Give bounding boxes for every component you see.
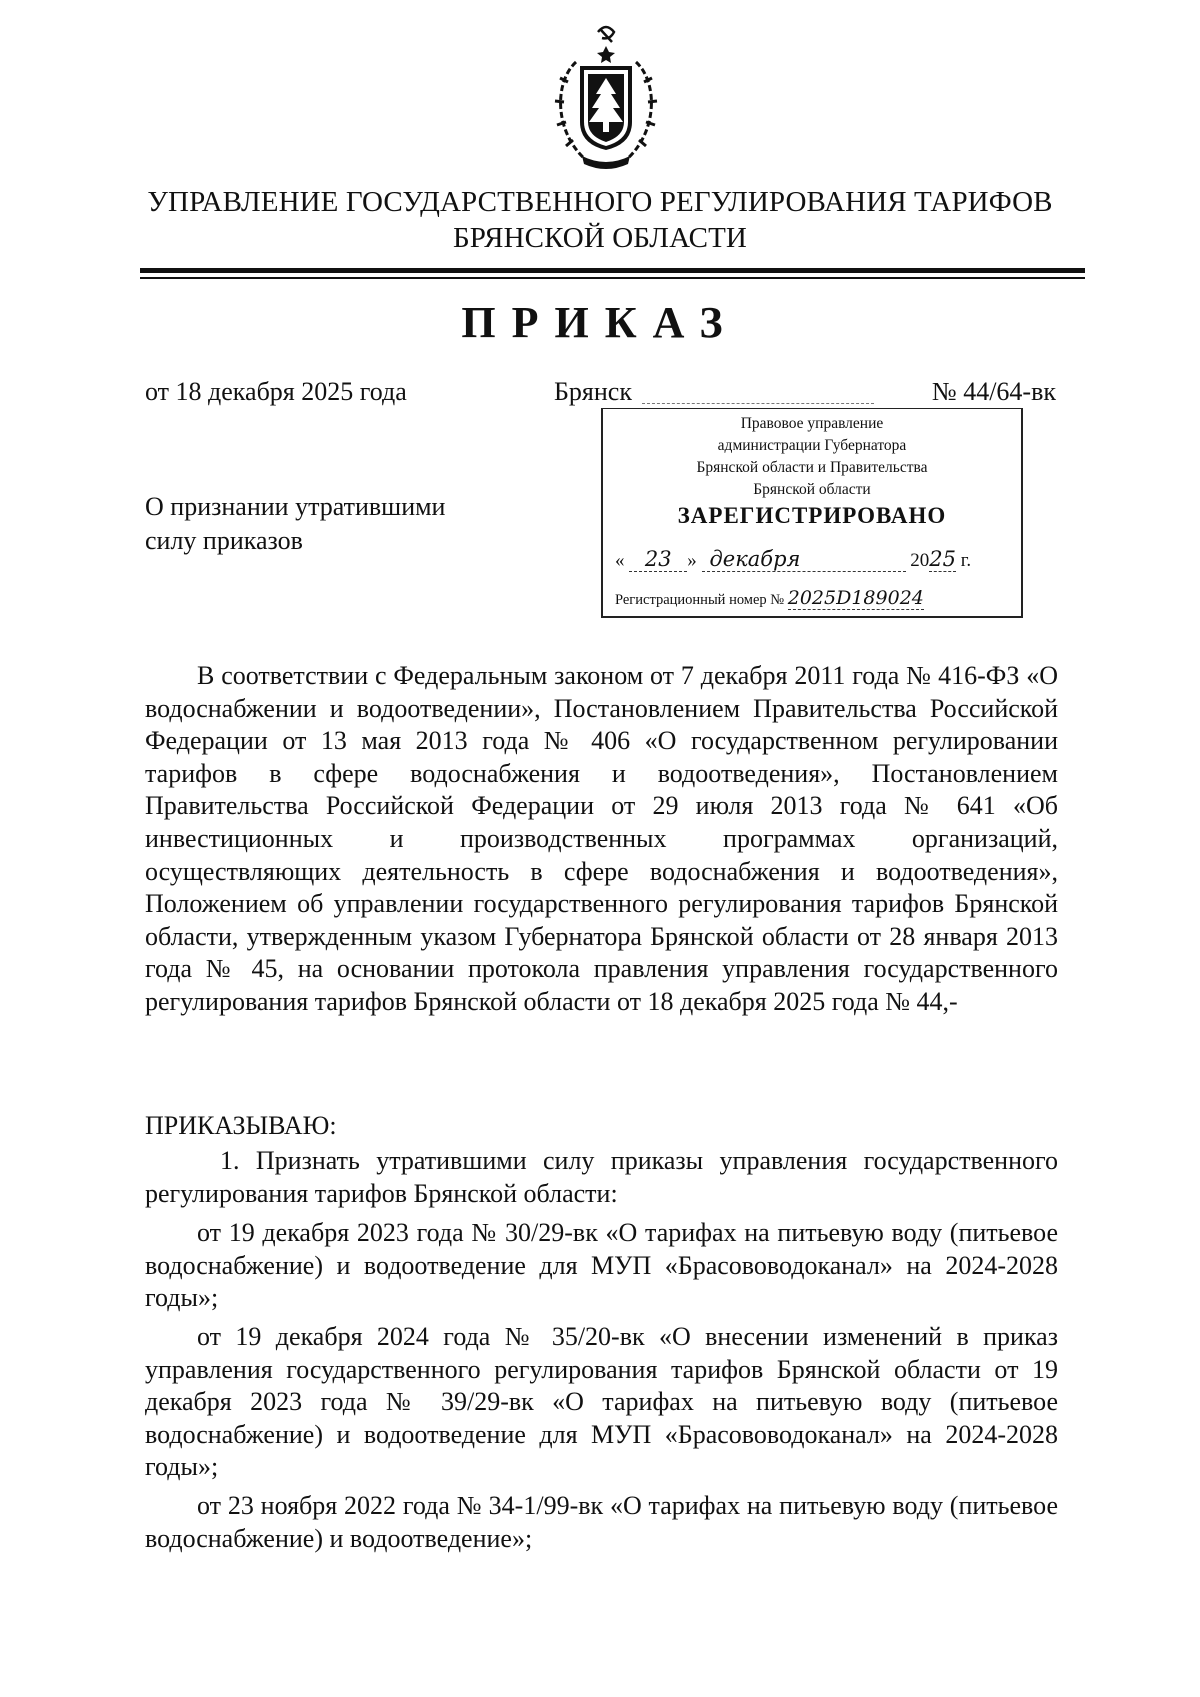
registration-stamp — [601, 408, 1023, 618]
stamp-line-4: Брянской области — [753, 481, 871, 498]
stamp-line-1: Правовое управление — [740, 415, 884, 432]
repealed-order-3: от 23 ноября 2022 года № 34-1/99-вк «О тарифах на питьевую воду (питьевое водоснабжение) и водоотведение»; — [145, 1491, 1058, 1553]
number-underline — [642, 403, 874, 404]
header-divider-thin — [140, 277, 1085, 279]
order-word: ПРИКАЗЫВАЮ: — [145, 1111, 337, 1140]
repealed-order-2: от 19 декабря 2024 года № 35/20-вк «О внесении изменений в приказ управления государственного регулирования тарифов Брянской области от 19 декабря 2023 года № 39/29-вк «О тарифах на питьевую воду (питьевое водоснабжение) и водоотведение для МУП «Брасововодоканал» на 2024-2028 годы»; — [145, 1322, 1058, 1482]
stamp-year: 25 — [929, 547, 956, 571]
stamp-day: 23 — [629, 547, 687, 572]
stamp-registration — [615, 587, 1015, 609]
organization-name — [100, 184, 1100, 256]
stamp-reg-number: 2025D189024 — [787, 587, 924, 609]
stamp-date: « 23 » декабря 2025 г. — [615, 547, 972, 571]
stamp-month: декабря — [702, 547, 906, 572]
stamp-status: ЗАРЕГИСТРИРОВАНО — [677, 503, 947, 528]
subject-line2: силу приказов — [145, 526, 303, 555]
stamp-reg-label: Регистрационный номер № — [615, 592, 785, 608]
order-number: № 44/64-вк — [931, 377, 1056, 406]
repealed-order-1: от 19 декабря 2023 года № 30/29-вк «О тарифах на питьевую воду (питьевое водоснабжение) и водоотведение для МУП «Брасововодоканал» на 2024-2028 годы»; — [145, 1218, 1058, 1313]
organization-name-line1: УПРАВЛЕНИЕ ГОСУДАРСТВЕННОГО РЕГУЛИРОВАНИЯ ТАРИФОВ — [147, 186, 1053, 218]
stamp-line-2: администрации Губернатора — [717, 437, 907, 454]
order-subject — [145, 490, 445, 558]
order-date: от 18 декабря 2025 года — [145, 377, 407, 406]
organization-name-line2: БРЯНСКОЙ ОБЛАСТИ — [453, 222, 747, 254]
preamble-paragraph: В соответствии с Федеральным законом от 7 декабря 2011 года № 416-ФЗ «О водоснабжении и водоотведении», Постановлением Правительства Российской Федерации от 13 мая 2013 года № 406 «О государственном регулировании тарифов в сфере водоснабжения и водоотведения», Постановлением Правительства Российской Федерации от 29 июля 2013 года № 641 «Об инвестиционных и производственных программах организаций, осуществляющих деятельность в сфере водоснабжения и водоотведения», Положением об управлении государственного регулирования тарифов Брянской области, утвержденным указом Губернатора Брянской области от 28 января 2013 года № 45, на основании протокола правления управления государственного регулирования тарифов Брянской области от 18 декабря 2025 года № 44,- — [145, 661, 1058, 1016]
order-city: Брянск — [554, 377, 632, 406]
document-title: ПРИКАЗ — [461, 298, 739, 347]
header-divider-thick — [140, 268, 1085, 273]
subject-line1: О признании утратившими — [145, 492, 446, 521]
order-item-1: 1. Признать утратившими силу приказы управления государственного регулирования тарифов Брянской области: — [145, 1146, 1058, 1208]
bryansk-coat-of-arms-icon — [546, 22, 666, 172]
stamp-line-3: Брянской области и Правительства — [696, 459, 928, 476]
